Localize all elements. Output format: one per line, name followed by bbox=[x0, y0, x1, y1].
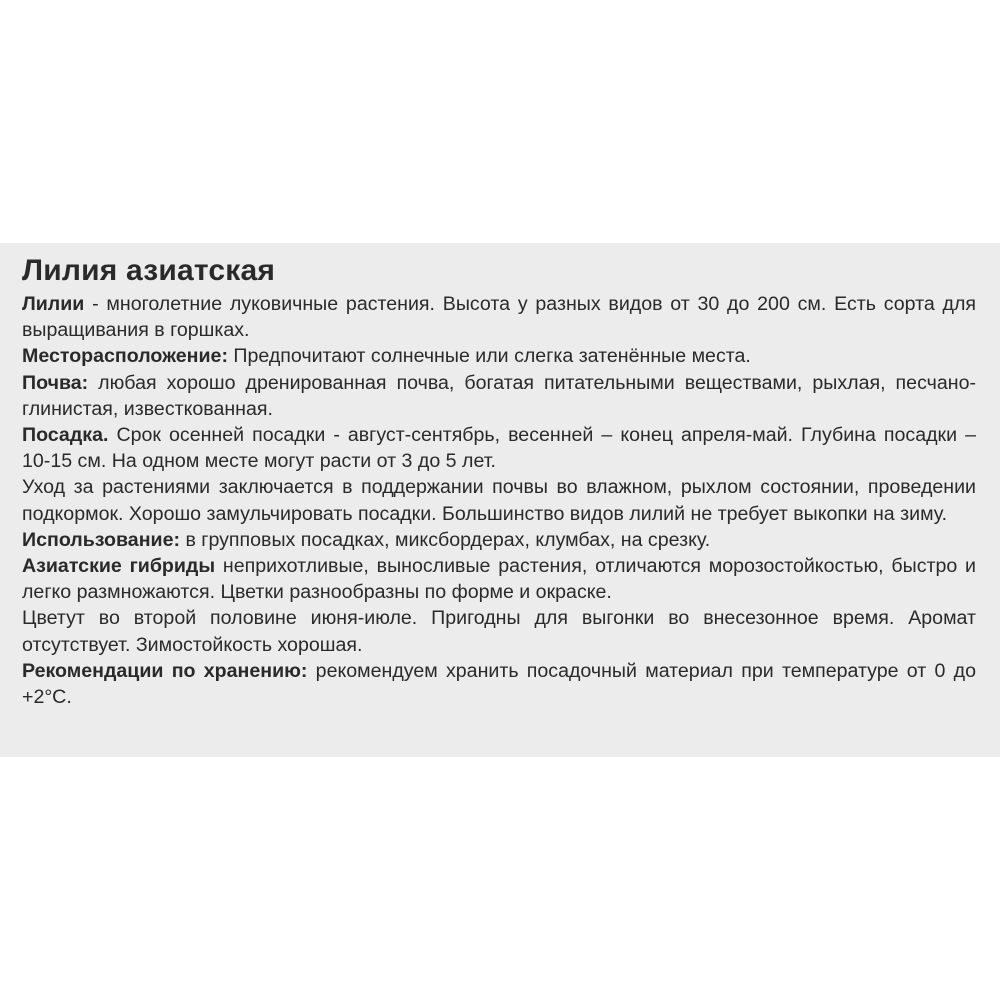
paragraph-soil bbox=[22, 370, 976, 422]
paragraph-planting-text: Срок осенней посадки - август-сентябрь, весенней – конец апреля-май. Глубина посадки – 10-15 см. На одном месте могут расти от 3 до 5 лет. bbox=[22, 424, 976, 473]
paragraph-location-heading: Месторасположение: bbox=[22, 345, 228, 368]
paragraph-planting-heading: Посадка. bbox=[22, 424, 109, 447]
paragraph-soil-text: любая хорошо дренированная почва, богатая питательными веществами, рыхлая, песчано-глинистая, известкованная. bbox=[22, 371, 976, 420]
paragraph-lilies-text: - многолетние луковичные растения. Высота у разных видов от 30 до 200 см. Есть сорта для выращивания в горшках. bbox=[22, 293, 976, 342]
paragraph-asiatic-hybrids-heading: Азиатские гибриды bbox=[22, 555, 216, 578]
paragraph-planting bbox=[22, 422, 976, 474]
paragraph-asiatic-hybrids-text: неприхотливые, выносливые растения, отличаются морозостойкостью, быстро и легко размножаются. Цветки разнообразны по форме и окраске. bbox=[22, 555, 976, 604]
paragraph-location bbox=[22, 343, 976, 369]
paragraph-storage bbox=[22, 658, 976, 710]
paragraph-asiatic-hybrids bbox=[22, 553, 976, 605]
paragraph-usage-heading: Использование: bbox=[22, 528, 180, 551]
paragraph-usage-text: в групповых посадках, миксбордерах, клумбах, на срезку. bbox=[180, 528, 711, 551]
paragraph-lilies-heading: Лилии bbox=[22, 293, 85, 315]
paragraph-storage-text: рекомендуем хранить посадочный материал при температуре от 0 до +2°С. bbox=[22, 659, 976, 709]
paragraph-lilies bbox=[22, 291, 976, 343]
paragraph-usage bbox=[22, 527, 976, 553]
paragraph-flowering bbox=[22, 605, 976, 657]
label-title: Лилия азиатская bbox=[22, 254, 276, 287]
paragraph-care bbox=[22, 474, 976, 526]
paragraph-location-text: Предпочитают солнечные или слегка затенённые места. bbox=[227, 345, 751, 368]
paragraph-storage-heading: Рекомендации по хранению: bbox=[22, 659, 308, 682]
paragraph-flowering-text: Цветут во второй половине июня-июле. Пригодны для выгонки во внесезонное время. Аромат отсутствует. Зимостойкость хорошая. bbox=[22, 607, 976, 656]
paragraph-care-text: Уход за растениями заключается в поддержании почвы во влажном, рыхлом состоянии, проведении подкормок. Хорошо замульчировать посадки. Большинство видов лилий не требует выкопки на зиму. bbox=[22, 476, 976, 525]
product-label-card bbox=[0, 243, 1000, 757]
paragraph-soil-heading: Почва: bbox=[22, 371, 89, 394]
